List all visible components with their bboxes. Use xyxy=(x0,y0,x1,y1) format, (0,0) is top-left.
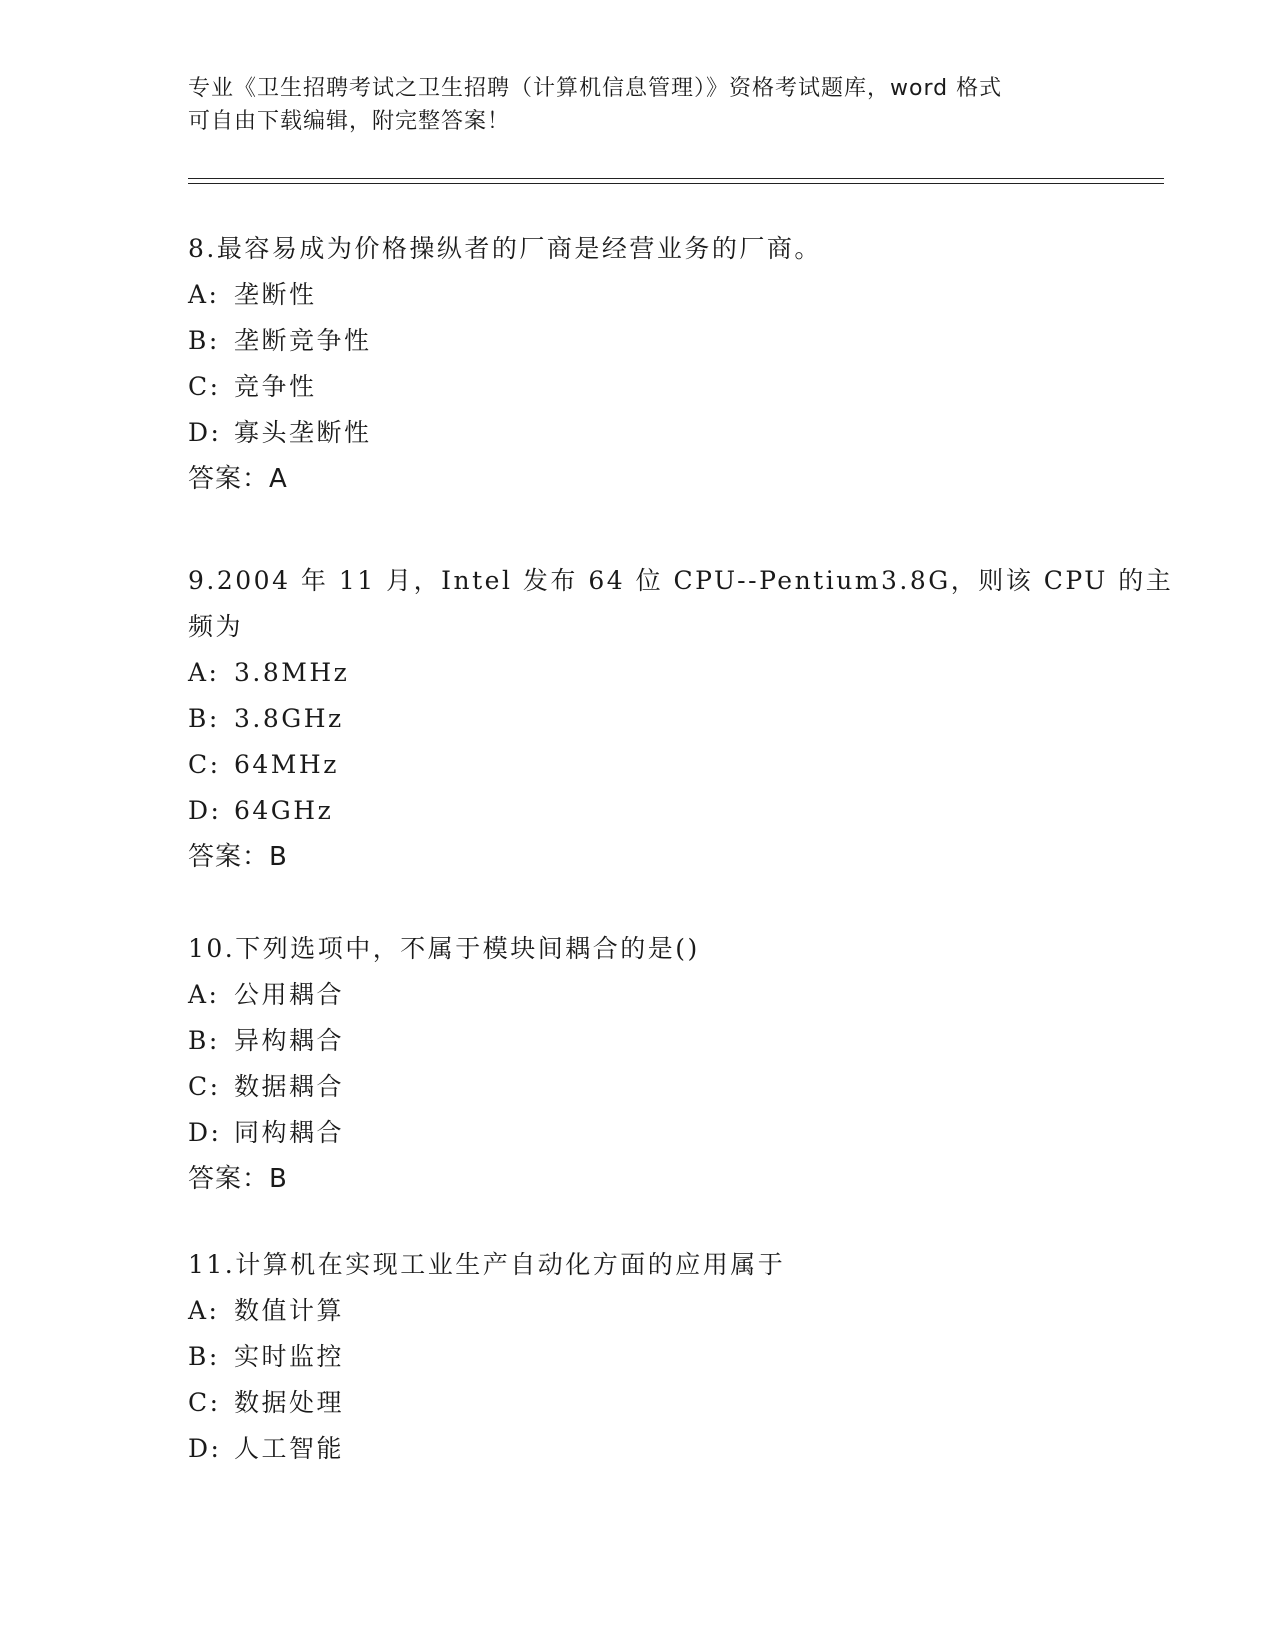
question-10 xyxy=(188,926,1088,1202)
option-a xyxy=(188,650,1088,696)
option-c xyxy=(188,1380,1088,1426)
option-key: B: xyxy=(188,1342,220,1371)
option-key: A: xyxy=(188,980,220,1009)
option-a xyxy=(188,972,1088,1018)
option-d xyxy=(188,788,1088,834)
option-key: A: xyxy=(188,280,220,309)
option-b xyxy=(188,1334,1088,1380)
option-key: C: xyxy=(188,372,221,401)
option-text: 同构耦合 xyxy=(234,1118,345,1147)
option-text: 人工智能 xyxy=(234,1434,345,1463)
option-key: A: xyxy=(188,658,220,687)
option-text: 64MHz xyxy=(234,750,339,779)
option-key: A: xyxy=(188,1296,220,1325)
option-d xyxy=(188,1110,1088,1156)
option-key: D: xyxy=(188,1434,222,1463)
option-b xyxy=(188,318,1088,364)
option-a xyxy=(188,272,1088,318)
header-rule-bottom xyxy=(188,183,1164,184)
option-key: D: xyxy=(188,796,222,825)
header-line-2: 可自由下载编辑，附完整答案！ xyxy=(188,109,511,134)
option-text: 3.8MHz xyxy=(234,658,350,687)
question-11 xyxy=(188,1242,1088,1472)
answer-text: 答案：A xyxy=(188,464,288,494)
question-stem: 9.2004 年 11 月，Intel 发布 64 位 CPU--Pentium3.8G，则该 CPU 的主 xyxy=(188,566,1174,595)
option-key: B: xyxy=(188,326,220,355)
option-text: 数据处理 xyxy=(234,1388,345,1417)
option-d xyxy=(188,1426,1088,1472)
option-key: C: xyxy=(188,1072,221,1101)
question-8 xyxy=(188,226,1088,502)
option-text: 寡头垄断性 xyxy=(234,418,372,447)
option-c xyxy=(188,364,1088,410)
option-text: 垄断性 xyxy=(234,280,317,309)
question-stem: 10.下列选项中，不属于模块间耦合的是() xyxy=(188,934,700,963)
question-9 xyxy=(188,558,1174,880)
option-key: D: xyxy=(188,1118,222,1147)
option-text: 实时监控 xyxy=(234,1342,345,1371)
option-text: 数值计算 xyxy=(234,1296,345,1325)
option-b xyxy=(188,696,1088,742)
answer-text: 答案：B xyxy=(188,1164,288,1194)
document-header xyxy=(188,72,1068,138)
option-text: 异构耦合 xyxy=(234,1026,345,1055)
option-d xyxy=(188,410,1088,456)
header-line-1: 专业《卫生招聘考试之卫生招聘（计算机信息管理）》资格考试题库，word 格式 xyxy=(188,76,1003,101)
option-key: D: xyxy=(188,418,222,447)
option-text: 竞争性 xyxy=(234,372,317,401)
option-text: 垄断竞争性 xyxy=(234,326,372,355)
option-text: 数据耦合 xyxy=(234,1072,345,1101)
option-b xyxy=(188,1018,1088,1064)
option-key: C: xyxy=(188,1388,221,1417)
question-stem: 8.最容易成为价格操纵者的厂商是经营业务的厂商。 xyxy=(188,234,822,263)
option-c xyxy=(188,742,1088,788)
answer-text: 答案：B xyxy=(188,842,288,872)
option-key: B: xyxy=(188,1026,220,1055)
option-c xyxy=(188,1064,1088,1110)
option-key: C: xyxy=(188,750,221,779)
question-stem: 11.计算机在实现工业生产自动化方面的应用属于 xyxy=(188,1250,786,1279)
question-stem-continued: 频为 xyxy=(188,612,244,641)
option-text: 64GHz xyxy=(234,796,334,825)
option-key: B: xyxy=(188,704,220,733)
option-text: 公用耦合 xyxy=(234,980,345,1009)
option-text: 3.8GHz xyxy=(234,704,344,733)
header-rule-top xyxy=(188,178,1164,179)
option-a xyxy=(188,1288,1088,1334)
